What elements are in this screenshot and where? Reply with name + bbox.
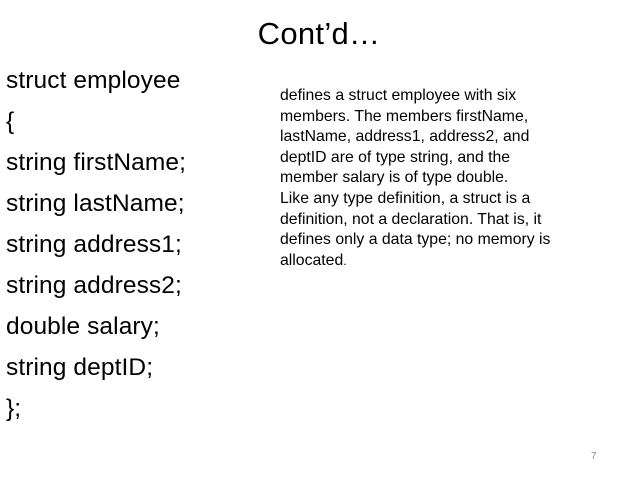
description-line-last bbox=[280, 251, 625, 272]
description-last-punct: . bbox=[343, 253, 347, 268]
description-line: lastName, address1, address2, and bbox=[280, 128, 530, 146]
code-line: double salary; bbox=[6, 313, 160, 340]
description-text bbox=[280, 86, 625, 271]
code-line: struct employee bbox=[6, 67, 181, 94]
code-block bbox=[6, 60, 256, 429]
description-line: members. The members firstName, bbox=[280, 107, 529, 125]
description-line: Like any type definition, a struct is a bbox=[280, 189, 531, 207]
code-line: string firstName; bbox=[6, 149, 187, 176]
description-last-word: allocated bbox=[280, 251, 344, 269]
slide-title: Cont’d… bbox=[257, 16, 381, 51]
description-line: defines a struct employee with six bbox=[280, 87, 517, 104]
description-line: defines only a data type; no memory is bbox=[280, 231, 551, 249]
description-line: member salary is of type double. bbox=[280, 169, 509, 187]
code-line: string deptID; bbox=[6, 354, 154, 381]
page-number: 7 bbox=[591, 451, 597, 462]
description-line: definition, not a declaration. That is, it bbox=[280, 210, 542, 228]
code-line: }; bbox=[6, 395, 22, 422]
code-line: string address1; bbox=[6, 231, 182, 258]
code-line: string lastName; bbox=[6, 190, 185, 217]
description-line: deptID are of type string, and the bbox=[280, 148, 511, 166]
code-line: string address2; bbox=[6, 272, 182, 299]
code-line: { bbox=[6, 108, 15, 135]
